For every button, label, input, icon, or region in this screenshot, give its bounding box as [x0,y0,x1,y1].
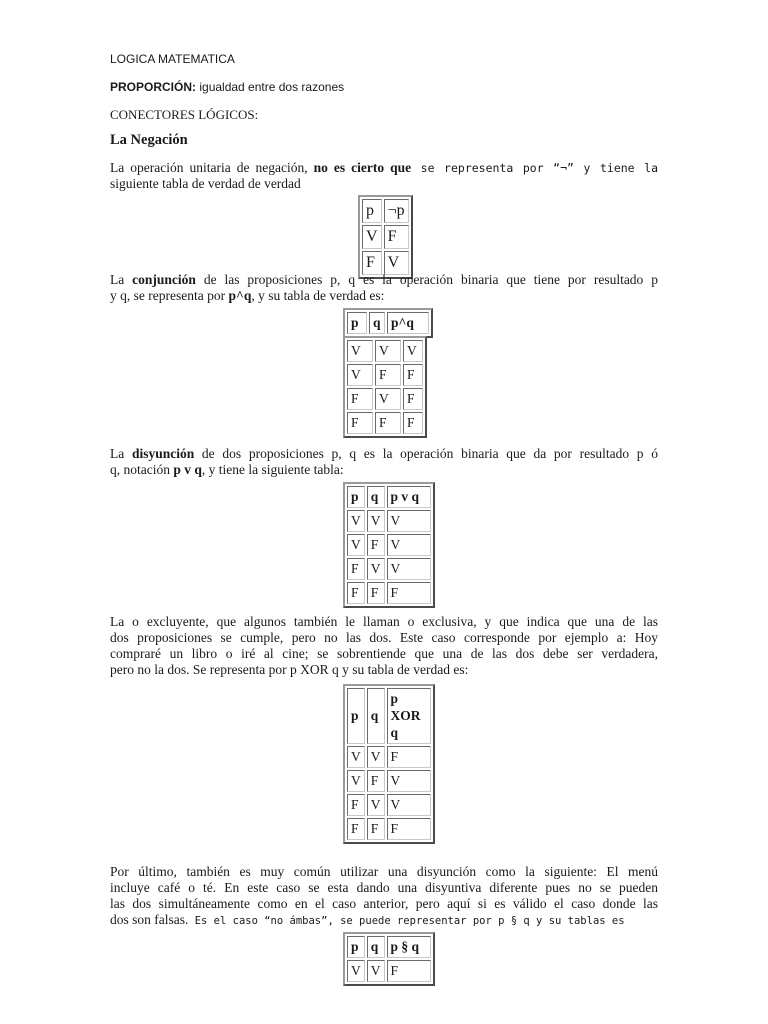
ultimo-line-3: las dos simultáneamente como en el caso anterior, pero aquí si es válido el caso donde las [110,896,658,911]
proporcion-label: PROPORCIÓN: [110,80,197,94]
table-cell: V [367,794,385,816]
table-cell: F [375,364,401,386]
table-row [347,558,431,580]
table-cell: F [403,388,423,410]
xor-line-4: pero no la dos. Se representa por p XOR q y su tabla de verdad es: [110,662,469,677]
table-cell: F [347,794,365,816]
table-header-cell: p [347,688,365,744]
table-header-cell: q [367,688,385,744]
negacion-heading: La Negación [110,132,188,148]
table-cell: V [367,960,385,982]
ultimo-line-2: incluye café o té. En este caso se esta dando una disyuntiva diferente pues no se pueden [110,880,658,895]
table-header-cell: p [347,486,365,508]
table-cell: V [347,534,365,556]
table-cell: V [347,340,373,362]
table-cell: V [387,794,431,816]
table-cell: V [387,558,431,580]
table-header-cell: p [347,312,367,334]
table-cell: V [347,960,365,982]
proporcion-line [110,80,344,94]
doc-title: LOGICA MATEMATICA [110,52,235,66]
disyuncion-truth-table [343,482,435,608]
table-header-cell: p^q [387,312,429,334]
table-cell: V [367,558,385,580]
table-row [347,364,423,386]
table-row [347,746,431,768]
xor-line-1: La o excluyente, que algunos también le llaman o exclusiva, y que indica que una de las [110,614,658,629]
table-cell: F [347,412,373,434]
table-cell: F [387,960,431,982]
conjuncion-paragraph [110,272,658,304]
ultimo-line-4: dos son falsas. Es el caso “no ámbas”, se puede representar por p § q y su tablas es [110,912,625,927]
negacion-line-1: La operación unitaria de negación, no es cierto que se representa por “¬” y tiene la [110,160,658,175]
table-header-row [347,688,431,744]
table-cell: F [347,818,365,840]
table-cell: F [387,582,431,604]
table-cell: F [347,388,373,410]
table-cell: V [403,340,423,362]
table-header-row [347,486,431,508]
negacion-paragraph [110,160,658,192]
xor-paragraph [110,614,658,678]
xor-line-2: dos proposiciones se cumple, pero no las dos. Este caso corresponde por ejemplo a: Hoy [110,630,658,645]
table-header-cell: q [369,312,385,334]
table-cell: V [387,510,431,532]
table-header-cell: p [347,936,365,958]
disyuncion-line-2: q, notación p v q, y tiene la siguiente tabla: [110,462,344,477]
table-cell: F [347,582,365,604]
table-cell: F [367,770,385,792]
negacion-truth-table [358,195,413,279]
table-row [347,534,431,556]
xor-truth-table [343,684,435,844]
table-row [347,388,423,410]
conjuncion-truth-table [343,336,427,438]
table-header-row [347,936,431,958]
table-row [347,412,423,434]
table-cell: V [347,770,365,792]
table-row [347,770,431,792]
negacion-line-2: siguiente tabla de verdad de verdad [110,176,301,191]
ultimo-line-1: Por último, también es muy común utilizar una disyunción como la siguiente: El menú [110,864,658,879]
table-header-cell: q [367,936,385,958]
table-cell: F [367,534,385,556]
table-row [347,794,431,816]
proporcion-text: igualdad entre dos razones [196,80,345,94]
table-cell: F [387,746,431,768]
conjuncion-line-1: La conjunción de las proposiciones p, q es la operación binaria que tiene por resultado p [110,272,658,287]
table-cell: V [367,510,385,532]
table-row [362,225,409,249]
table-header-cell: q [367,486,385,508]
table-row [347,582,431,604]
table-cell: V [387,534,431,556]
table-header-row [362,199,409,223]
table-cell: V [347,510,365,532]
xor-line-3: compraré un libro o iré al cine; se sobrentiende que una de las dos debe ser verdadera, [110,646,658,661]
table-cell: V [347,746,365,768]
conectores-heading: CONECTORES LÓGICOS: [110,107,259,122]
table-cell: V [367,746,385,768]
table-cell: F [367,582,385,604]
table-cell: F [362,251,382,275]
conjuncion-header-table [343,308,433,338]
table-cell: F [403,364,423,386]
table-header-cell: p XOR q [387,688,431,744]
table-cell: V [384,251,409,275]
table-cell: F [384,225,409,249]
disyuncion-paragraph [110,446,658,478]
table-header-cell: ¬p [384,199,409,223]
table-cell: F [367,818,385,840]
table-cell: V [362,225,382,249]
disyuncion-line-1: La disyunción de dos proposiciones p, q es la operación binaria que da por resultado p ó [110,446,659,461]
table-header-cell: p [362,199,382,223]
table-header-cell: p v q [387,486,431,508]
ultimo-paragraph [110,864,658,929]
table-row [347,340,423,362]
conjuncion-line-2: y q, se representa por p^q, y su tabla de verdad es: [110,288,385,303]
table-cell: V [375,388,401,410]
table-cell: V [347,364,373,386]
table-row [347,510,431,532]
table-cell: V [387,770,431,792]
table-cell: F [375,412,401,434]
table-row [347,960,431,982]
table-header-cell: p § q [387,936,431,958]
table-header-row [347,312,429,334]
table-cell: F [387,818,431,840]
table-cell: V [375,340,401,362]
table-row [347,818,431,840]
table-cell: F [403,412,423,434]
no-ambas-truth-table [343,932,435,986]
table-cell: F [347,558,365,580]
